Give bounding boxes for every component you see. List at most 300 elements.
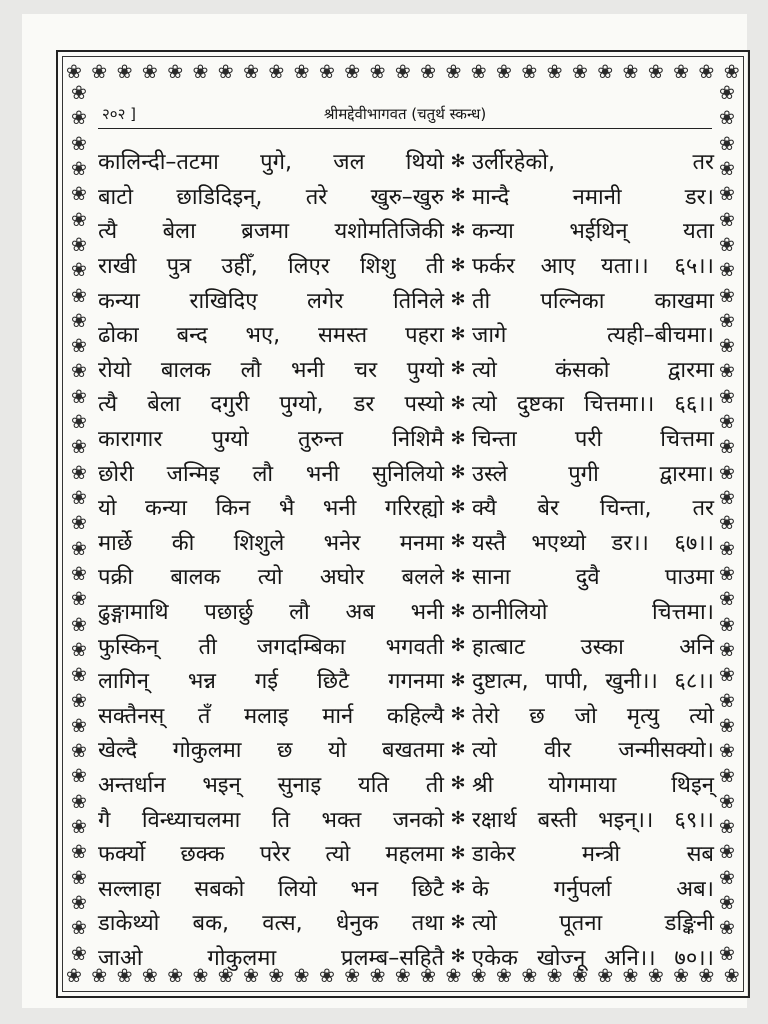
verse-word: खुरु–खुरु [370,184,444,210]
verse-line [98,317,714,352]
verse-line [98,594,714,629]
verse-word: चित्तमा।। [584,392,655,418]
flower-ornament-icon: ❀ [719,233,735,256]
flower-ornament-icon: ❀ [71,487,87,509]
verse-word: बस्ती [537,807,578,833]
verse-word: श्री [472,772,494,798]
asterisk-separator-icon: ✻ [450,877,466,899]
verse-word: मनमा [399,530,444,556]
verse-word: एकेक [472,945,518,971]
flower-ornament-icon: ❀ [268,60,285,83]
verse-word: ढुङ्गामाथि [98,600,169,626]
verse-left-half [98,492,444,522]
verse-word: तँ [197,703,211,729]
asterisk-separator-icon: ✻ [450,946,466,968]
verse-word: सक्तैनस् [98,703,165,729]
verse-word: मलाइ [244,703,289,729]
flower-ornament-icon: ❀ [420,60,437,83]
flower-ornament-icon: ❀ [719,942,735,965]
verse-word: दगुरी [210,392,250,418]
flower-ornament-icon: ❀ [71,335,87,358]
verse-word: जल [333,150,365,176]
flower-ornament-icon: ❀ [719,385,735,408]
flower-ornament-icon: ❀ [719,411,735,434]
verse-left-half [98,181,444,211]
verse-word: समस्त [318,323,368,349]
verse-word: त्यो [257,565,283,591]
ornament-border-top [66,60,740,84]
flower-ornament-icon: ❀ [192,60,209,83]
verse-line [98,144,714,179]
verse-word: फर्कर [472,254,515,280]
flower-ornament-icon: ❀ [71,436,87,459]
asterisk-separator-icon: ✻ [450,496,466,518]
verse-word: वीर [544,738,572,764]
verse-word: गगनमा [388,669,444,695]
verse-word: यता।। [600,254,649,280]
verse-word: योगमाया [548,772,617,798]
verse-word: त्यो [472,738,497,764]
verse-word: बेला [147,392,181,418]
verse-word: पुत्र [166,254,192,280]
verse-left-half [98,388,444,418]
asterisk-separator-icon: ✻ [450,842,466,864]
verse-right-half [472,700,714,730]
verse-right-half [472,181,714,211]
flower-ornament-icon: ❀ [71,765,87,788]
verse-word: यति [357,772,389,798]
verse-word: चर [354,357,378,383]
verse-line [98,179,714,214]
flower-ornament-icon: ❀ [719,765,735,788]
verse-right-half [472,458,714,488]
verse-left-half [98,285,444,315]
verse-word: पल्निका [540,288,605,314]
verse-right-half [472,907,714,937]
verse-right-half [472,838,714,868]
verse-word: पापी, [545,669,589,695]
asterisk-separator-icon: ✻ [450,185,466,207]
flower-ornament-icon: ❀ [719,841,735,864]
flower-ornament-icon: ❀ [647,60,664,83]
flower-ornament-icon: ❀ [719,461,735,484]
flower-ornament-icon: ❀ [217,964,234,987]
verse-line [98,836,714,871]
flower-ornament-icon: ❀ [719,183,735,206]
verse-word: ६९।। [674,807,714,833]
flower-ornament-icon: ❀ [698,964,715,987]
verse-word: उहीँ, [221,254,258,280]
flower-ornament-icon: ❀ [71,537,87,560]
flower-ornament-icon: ❀ [719,664,735,687]
flower-ornament-icon: ❀ [719,689,735,712]
verse-right-half [472,319,714,349]
verse-word: भनी [305,461,340,487]
verse-word: सुनिलियो [372,461,444,487]
flower-ornament-icon: ❀ [71,588,87,611]
flower-ornament-icon: ❀ [394,60,411,83]
verse-word: यता [683,219,714,245]
flower-ornament-icon: ❀ [673,964,690,987]
verse-word: डर। [684,184,714,210]
verse-right-half [472,631,714,661]
flower-ornament-icon: ❀ [71,942,87,965]
verse-word: गई [254,669,279,695]
flower-ornament-icon: ❀ [496,964,512,987]
verse-word: किन [215,496,251,522]
flower-ornament-icon: ❀ [71,284,87,307]
flower-ornament-icon: ❀ [719,866,735,889]
verse-right-half [472,492,714,522]
verse-word: कारागार [98,427,163,453]
flower-ornament-icon: ❀ [521,60,538,83]
verse-line [98,870,714,905]
flower-ornament-icon: ❀ [719,335,735,358]
verse-left-half [98,942,444,972]
flower-ornament-icon: ❀ [719,284,735,307]
flower-ornament-icon: ❀ [71,82,87,104]
asterisk-separator-icon: ✻ [450,219,466,241]
verse-line [98,248,714,283]
verse-word: अब। [676,876,714,902]
verse-left-half [98,804,444,834]
flower-ornament-icon: ❀ [698,60,715,83]
verse-left-half [98,596,444,626]
verse-left-half [98,561,444,591]
flower-ornament-icon: ❀ [71,664,87,687]
verse-word: कन्या [472,219,514,245]
verse-word: पुगी [568,461,599,487]
flower-ornament-icon: ❀ [719,562,735,585]
verse-word: यशोमतिजिकी [334,219,444,245]
verse-word: भक्त [321,807,362,833]
flower-ornament-icon: ❀ [719,714,735,737]
verse-word: त्यै [98,219,118,245]
verse-word: बालक [170,565,221,591]
flower-ornament-icon: ❀ [318,60,335,83]
flower-ornament-icon: ❀ [719,512,735,535]
asterisk-separator-icon: ✻ [450,635,466,657]
verse-right-half [472,873,714,903]
flower-ornament-icon: ❀ [71,411,87,434]
flower-ornament-icon: ❀ [71,866,87,889]
verse-word: लौ [252,461,274,487]
flower-ornament-icon: ❀ [719,132,735,155]
verse-line [98,559,714,594]
verse-word: थियो [405,150,444,176]
verse-word: खेल्दै [98,738,138,764]
verse-word: पक्री [98,565,134,591]
verse-left-half [98,769,444,799]
flower-ornament-icon: ❀ [719,436,735,459]
flower-ornament-icon: ❀ [71,183,87,206]
verse-word: विन्ध्याचलमा [141,807,241,833]
verse-word: आए [540,254,576,280]
verse-word: गै [98,807,111,833]
verse-left-half [98,250,444,280]
flower-ornament-icon: ❀ [719,790,735,813]
verse-word: तेरो [472,703,500,729]
verse-right-half [472,354,714,384]
verse-right-half [472,942,714,972]
flower-ornament-icon: ❀ [243,964,259,987]
verse-word: त्यो [325,842,351,868]
flower-ornament-icon: ❀ [719,613,735,636]
verse-word: राखिदिए [189,288,258,314]
verse-word: भईथिन् [569,219,628,245]
asterisk-separator-icon: ✻ [450,773,466,795]
verse-word: कंसको [555,357,610,383]
flower-ornament-icon: ❀ [71,790,87,813]
flower-ornament-icon: ❀ [71,740,87,763]
verse-right-half [472,285,714,315]
asterisk-separator-icon: ✻ [450,392,466,414]
flower-ornament-icon: ❀ [66,964,82,987]
verse-word: तर [692,496,714,522]
verse-word: डङ्किनी [664,911,714,937]
verse-word: गरिरह्यो [384,496,444,522]
page-number: २०२ ] [102,105,137,123]
verse-word: जगदम्बिका [257,634,346,660]
verse-word: गोकुलमा [207,945,277,971]
verse-right-half [472,527,714,557]
flower-ornament-icon: ❀ [719,309,735,332]
flower-ornament-icon: ❀ [719,259,735,282]
flower-ornament-icon: ❀ [719,816,735,839]
ornament-border-left [66,84,92,964]
verse-word: थिइन् [671,772,714,798]
verse-word: त्यो [472,911,497,937]
verse-word: खुनी।। [605,669,658,695]
asterisk-separator-icon: ✻ [450,150,466,172]
verse-word: चित्तमा। [651,600,714,626]
flower-ornament-icon: ❀ [470,60,487,83]
verse-word: बालक [160,357,211,383]
verse-word: पुग्यो [211,427,249,453]
verse-word: ७०।। [674,945,714,971]
verse-word: चित्तमा [660,427,714,453]
verse-word: भइन्।। [598,807,654,833]
verse-word: लिएर [287,254,330,280]
verse-word: अनि।। [604,945,656,971]
asterisk-separator-icon: ✻ [450,600,466,622]
flower-ornament-icon: ❀ [719,537,735,560]
flower-ornament-icon: ❀ [71,309,87,332]
flower-ornament-icon: ❀ [719,917,735,940]
flower-ornament-icon: ❀ [723,60,740,83]
flower-ornament-icon: ❀ [369,60,386,83]
verse-word: छिटै [316,669,350,695]
flower-ornament-icon: ❀ [420,964,437,987]
asterisk-separator-icon: ✻ [450,462,466,484]
asterisk-separator-icon: ✻ [450,669,466,691]
verse-word: लागिन् [98,669,149,695]
verse-left-half [98,631,444,661]
flower-ornament-icon: ❀ [546,60,563,83]
verse-word: फर्क्यो [98,842,146,868]
verse-word: छाडिदिइन्, [176,184,263,210]
verse-left-half [98,423,444,453]
verse-word: लगेर [307,288,344,314]
verse-word: भन्न [187,669,216,695]
verse-line [98,490,714,525]
verse-left-half [98,354,444,384]
verse-word: शिशुले [233,530,285,556]
flower-ornament-icon: ❀ [71,714,87,737]
verse-word: पहरा [405,323,444,349]
verse-word: तिनिले [392,288,444,314]
verse-left-half [98,907,444,937]
flower-ornament-icon: ❀ [71,841,87,864]
flower-ornament-icon: ❀ [673,60,690,83]
verse-word: जनको [392,807,444,833]
verse-line [98,663,714,698]
flower-ornament-icon: ❀ [71,360,87,383]
verse-word: गर्नुपर्ला [553,876,612,902]
verse-right-half [472,146,714,176]
flower-ornament-icon: ❀ [597,964,614,987]
verse-word: भनी [291,357,325,383]
verse-word: कन्या [145,496,187,522]
verse-word: तर [692,150,714,176]
verse-word: गोकुलमा [172,738,242,764]
verse-word: अनि [679,634,714,660]
flower-ornament-icon: ❀ [622,60,639,83]
flower-ornament-icon: ❀ [71,613,87,636]
verse-word: बन्द [176,323,208,349]
verse-word: धेनुक [335,911,379,937]
flower-ornament-icon: ❀ [344,964,361,987]
verse-word: ती [425,254,444,280]
verse-right-half [472,769,714,799]
verse-word: छक्क [180,842,225,868]
verse-word: तथा [411,911,444,937]
flower-ornament-icon: ❀ [344,60,361,83]
verse-right-half [472,215,714,245]
verse-line [98,801,714,836]
verse-word: भनी [410,600,444,626]
flower-ornament-icon: ❀ [116,60,133,83]
verse-line [98,905,714,940]
ornament-border-right [714,84,740,964]
verse-line [98,421,714,456]
flower-ornament-icon: ❀ [723,964,740,987]
verse-right-half [472,561,714,591]
flower-ornament-icon: ❀ [719,638,735,661]
verse-word: सुनाइ [277,772,322,798]
verse-word: जागे [472,323,507,349]
flower-ornament-icon: ❀ [167,964,184,987]
page-header [98,100,712,129]
verse-word: मन्त्री [581,842,621,868]
flower-ornament-icon: ❀ [597,60,614,83]
verse-word: अन्तर्धान [98,772,166,798]
verse-left-half [98,734,444,764]
flower-ornament-icon: ❀ [719,892,735,914]
asterisk-separator-icon: ✻ [450,254,466,276]
verse-word: छ [277,738,293,764]
flower-ornament-icon: ❀ [719,82,735,104]
verse-word: भए, [245,323,281,349]
verse-word: हात्बाट [472,634,526,660]
verse-word: लौ [289,600,310,626]
verse-word: अघोर [319,565,365,591]
verse-word: रक्षार्थ [472,807,517,833]
flower-ornament-icon: ❀ [71,892,87,914]
verse-right-half [472,596,714,626]
verse-word: डाकेर [472,842,516,868]
verse-word: ती [472,288,491,314]
verse-word: डर।। [611,530,649,556]
verse-word: जाओ [98,945,143,971]
flower-ornament-icon: ❀ [71,512,87,535]
flower-ornament-icon: ❀ [71,132,87,155]
verse-word: छ [529,703,545,729]
flower-ornament-icon: ❀ [293,60,310,83]
flower-ornament-icon: ❀ [66,60,82,83]
verse-right-half [472,734,714,764]
verse-word: छोरी [98,461,134,487]
flower-ornament-icon: ❀ [318,964,335,987]
verse-word: सल्लाहा [98,876,161,902]
verse-word: अब [345,600,375,626]
flower-ornament-icon: ❀ [243,60,259,83]
verse-word: त्यो [689,703,714,729]
flower-ornament-icon: ❀ [71,562,87,585]
verse-word: यो [98,496,117,522]
verse-word: ति [271,807,291,833]
verse-word: पुगे, [260,150,293,176]
flower-ornament-icon: ❀ [719,740,735,763]
asterisk-separator-icon: ✻ [450,565,466,587]
verse-left-half [98,215,444,245]
verse-left-half [98,527,444,557]
flower-ornament-icon: ❀ [369,964,386,987]
flower-ornament-icon: ❀ [71,917,87,940]
verse-left-half [98,665,444,695]
flower-ornament-icon: ❀ [71,385,87,408]
verse-word: वत्स, [262,911,303,937]
verse-word: रोयो [98,357,132,383]
verse-word: ढोका [98,323,139,349]
flower-ornament-icon: ❀ [91,60,108,83]
verse-word: त्यही–बीचमा। [607,323,714,349]
verse-word: लौ [240,357,262,383]
verse-word: ६५।। [674,254,714,280]
verse-word: ती [425,772,444,798]
verse-word: पूतना [559,911,603,937]
verse-word: महलमा [385,842,444,868]
verse-left-half [98,458,444,488]
verse-word: पस्यो [404,392,444,418]
flower-ornament-icon: ❀ [622,964,639,987]
verse-line [98,282,714,317]
verse-right-half [472,388,714,418]
verse-line [98,455,714,490]
asterisk-separator-icon: ✻ [450,704,466,726]
verse-word: सब [686,842,714,868]
verse-word: उर्लीरहेको, [472,150,555,176]
verse-line [98,525,714,560]
verse-word: कालिन्दी–तटमा [98,150,219,176]
verse-right-half [472,250,714,280]
verse-word: की [171,530,195,556]
verse-word: बेला [162,219,196,245]
verse-word: भगवती [385,634,444,660]
flower-ornament-icon: ❀ [719,157,735,180]
verse-word: उस्का [580,634,624,660]
flower-ornament-icon: ❀ [71,157,87,180]
